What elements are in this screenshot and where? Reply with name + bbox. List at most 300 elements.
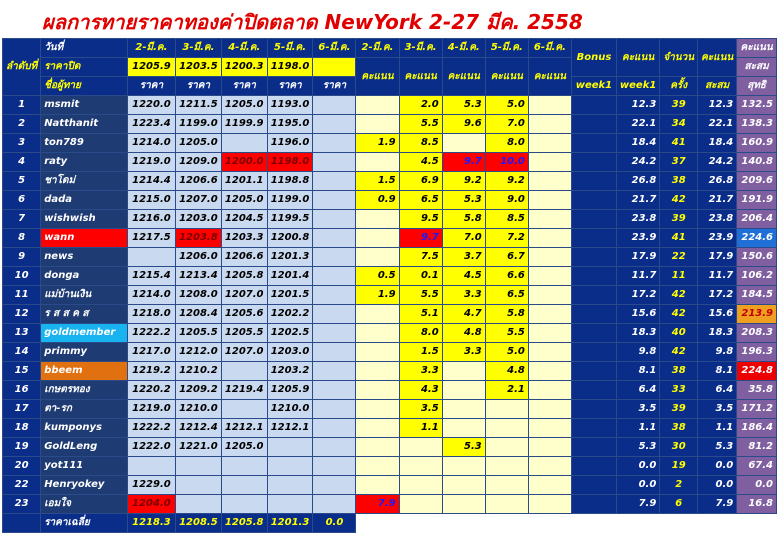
table-row bbox=[3, 495, 777, 514]
count-cell: 38 bbox=[660, 172, 698, 191]
score-cell bbox=[528, 286, 571, 305]
score-cell bbox=[485, 476, 528, 495]
score-cell: 4.8 bbox=[485, 362, 528, 381]
acc-score-cell: 15.6 bbox=[698, 305, 737, 324]
player-name: news bbox=[41, 248, 128, 267]
score-cell: 3.3 bbox=[442, 343, 485, 362]
week1-score-cell: 9.8 bbox=[616, 343, 659, 362]
score-cell: 4.5 bbox=[442, 267, 485, 286]
net-score-cell: 224.6 bbox=[737, 229, 777, 248]
count-cell: 22 bbox=[660, 248, 698, 267]
row-number: 13 bbox=[3, 324, 41, 343]
player-name: Henryokey bbox=[41, 476, 128, 495]
price-header-1: ราคา bbox=[127, 77, 175, 96]
player-name: แม่บ้านเงิน bbox=[41, 286, 128, 305]
row-number: 7 bbox=[3, 210, 41, 229]
score-cell: 3.5 bbox=[399, 400, 442, 419]
score-cell: 7.0 bbox=[485, 115, 528, 134]
price-cell: 1207.0 bbox=[221, 286, 267, 305]
score-cell: 9.5 bbox=[399, 210, 442, 229]
acc-score-cell: 6.4 bbox=[698, 381, 737, 400]
price-cell: 1200.0 bbox=[221, 153, 267, 172]
score-cell bbox=[356, 153, 399, 172]
price-cell: 1212.4 bbox=[175, 419, 221, 438]
score-cell: 10.0 bbox=[485, 153, 528, 172]
price-cell bbox=[313, 381, 356, 400]
count-cell: 39 bbox=[660, 96, 698, 115]
acc-header: คะแนน bbox=[698, 39, 737, 77]
bonus-cell bbox=[571, 419, 616, 438]
price-cell: 1195.0 bbox=[267, 115, 313, 134]
price-cell bbox=[221, 362, 267, 381]
score-cell: 7.0 bbox=[442, 229, 485, 248]
score-cell bbox=[356, 419, 399, 438]
score-cell: 3.3 bbox=[442, 286, 485, 305]
price-cell: 1206.0 bbox=[175, 248, 221, 267]
price-cell: 1202.5 bbox=[267, 324, 313, 343]
price-cell bbox=[313, 267, 356, 286]
score-cell bbox=[528, 381, 571, 400]
score-cell bbox=[528, 115, 571, 134]
closing-price-5 bbox=[313, 58, 356, 77]
price-cell: 1199.5 bbox=[267, 210, 313, 229]
score-cell bbox=[399, 438, 442, 457]
week1-score-cell: 24.2 bbox=[616, 153, 659, 172]
price-cell bbox=[313, 115, 356, 134]
price-cell bbox=[175, 476, 221, 495]
count-cell: 6 bbox=[660, 495, 698, 514]
price-cell: 1212.1 bbox=[221, 419, 267, 438]
price-cell: 1206.6 bbox=[175, 172, 221, 191]
score-cell: 5.3 bbox=[442, 96, 485, 115]
price-cell: 1203.2 bbox=[267, 362, 313, 381]
count-cell: 42 bbox=[660, 191, 698, 210]
score-cell: 1.9 bbox=[356, 286, 399, 305]
price-cell bbox=[313, 495, 356, 514]
price-cell: 1220.0 bbox=[127, 96, 175, 115]
price-cell: 1204.0 bbox=[127, 495, 175, 514]
score-cell bbox=[442, 134, 485, 153]
acc-score-cell: 21.7 bbox=[698, 191, 737, 210]
score-cell bbox=[356, 400, 399, 419]
date-header-4: 5-มี.ค. bbox=[267, 39, 313, 58]
score-cell bbox=[528, 267, 571, 286]
player-name: ton789 bbox=[41, 134, 128, 153]
price-cell: 1219.0 bbox=[127, 400, 175, 419]
bonus-cell bbox=[571, 343, 616, 362]
price-cell: 1210.0 bbox=[175, 400, 221, 419]
row-number: 12 bbox=[3, 305, 41, 324]
table-row bbox=[3, 134, 777, 153]
table-row bbox=[3, 438, 777, 457]
score-cell: 9.0 bbox=[485, 191, 528, 210]
page-title: ผลการทายราคาทองค่าปิดตลาด NewYork 2-27 มีค. 2558 bbox=[42, 10, 583, 34]
price-cell: 1202.2 bbox=[267, 305, 313, 324]
price-cell: 1206.6 bbox=[221, 248, 267, 267]
acc-score-cell: 9.8 bbox=[698, 343, 737, 362]
price-cell: 1201.5 bbox=[267, 286, 313, 305]
count-cell: 42 bbox=[660, 286, 698, 305]
net-score-cell: 186.4 bbox=[737, 419, 777, 438]
price-cell: 1218.0 bbox=[127, 305, 175, 324]
price-cell bbox=[221, 134, 267, 153]
acc-score-cell: 0.0 bbox=[698, 476, 737, 495]
price-cell bbox=[313, 153, 356, 172]
net-sub-header: สะสม bbox=[737, 58, 777, 77]
net-score-cell: 196.3 bbox=[737, 343, 777, 362]
price-cell: 1229.0 bbox=[127, 476, 175, 495]
price-cell: 1214.4 bbox=[127, 172, 175, 191]
score-cell: 8.5 bbox=[399, 134, 442, 153]
score-cell bbox=[356, 438, 399, 457]
score-date-header-5: 6-มี.ค. bbox=[528, 39, 571, 58]
score-cell bbox=[356, 96, 399, 115]
count-cell: 41 bbox=[660, 229, 698, 248]
price-cell bbox=[221, 457, 267, 476]
score-date-header-1: 2-มี.ค. bbox=[356, 39, 399, 58]
score-cell bbox=[356, 248, 399, 267]
average-spacer bbox=[3, 514, 41, 533]
week1-score-cell: 22.1 bbox=[616, 115, 659, 134]
price-cell: 1196.0 bbox=[267, 134, 313, 153]
acc-score-cell: 23.8 bbox=[698, 210, 737, 229]
score-cell bbox=[528, 248, 571, 267]
net-score-cell: 67.4 bbox=[737, 457, 777, 476]
score-cell bbox=[528, 96, 571, 115]
row-number: 2 bbox=[3, 115, 41, 134]
table-row bbox=[3, 381, 777, 400]
table-row bbox=[3, 191, 777, 210]
score-cell: 1.9 bbox=[356, 134, 399, 153]
week1-score-cell: 0.0 bbox=[616, 476, 659, 495]
acc-score-cell: 24.2 bbox=[698, 153, 737, 172]
score-cell bbox=[442, 495, 485, 514]
table-row bbox=[3, 229, 777, 248]
price-cell: 1205.9 bbox=[267, 381, 313, 400]
score-cell: 2.1 bbox=[485, 381, 528, 400]
net-sub2-header: สุทธิ bbox=[737, 77, 777, 96]
score-cell bbox=[442, 457, 485, 476]
bonus-cell bbox=[571, 362, 616, 381]
price-cell bbox=[221, 476, 267, 495]
price-cell bbox=[175, 495, 221, 514]
count-cell: 11 bbox=[660, 267, 698, 286]
score-cell: 6.5 bbox=[485, 286, 528, 305]
count-cell: 42 bbox=[660, 343, 698, 362]
count-cell: 39 bbox=[660, 400, 698, 419]
table-row bbox=[3, 286, 777, 305]
table-row bbox=[3, 476, 777, 495]
score-cell bbox=[528, 305, 571, 324]
average-row bbox=[3, 514, 777, 533]
player-name: เอมใจ bbox=[41, 495, 128, 514]
week1-score-cell: 15.6 bbox=[616, 305, 659, 324]
price-cell: 1212.1 bbox=[267, 419, 313, 438]
score-cell: 5.3 bbox=[442, 191, 485, 210]
price-cell: 1210.2 bbox=[175, 362, 221, 381]
acc-score-cell: 17.2 bbox=[698, 286, 737, 305]
acc-score-cell: 5.3 bbox=[698, 438, 737, 457]
row-number: 6 bbox=[3, 191, 41, 210]
score-cell bbox=[528, 343, 571, 362]
net-score-cell: 171.2 bbox=[737, 400, 777, 419]
score-cell: 3.7 bbox=[442, 248, 485, 267]
score-cell bbox=[528, 400, 571, 419]
net-score-cell: 191.9 bbox=[737, 191, 777, 210]
price-cell: 1217.5 bbox=[127, 229, 175, 248]
score-cell: 0.5 bbox=[356, 267, 399, 286]
score-cell: 6.9 bbox=[399, 172, 442, 191]
score-cell: 4.5 bbox=[399, 153, 442, 172]
score-cell: 5.1 bbox=[399, 305, 442, 324]
acc-score-cell: 26.8 bbox=[698, 172, 737, 191]
price-cell bbox=[313, 229, 356, 248]
score-cell: 9.2 bbox=[442, 172, 485, 191]
price-cell: 1219.0 bbox=[127, 153, 175, 172]
bonus-cell bbox=[571, 248, 616, 267]
price-cell: 1222.0 bbox=[127, 438, 175, 457]
score-cell bbox=[528, 134, 571, 153]
average-value: 1218.3 bbox=[127, 514, 175, 533]
price-cell: 1199.0 bbox=[267, 191, 313, 210]
price-cell: 1205.6 bbox=[221, 305, 267, 324]
bonus-cell bbox=[571, 286, 616, 305]
acc-sub-header: สะสม bbox=[698, 77, 737, 96]
price-cell: 1205.0 bbox=[221, 191, 267, 210]
table-row bbox=[3, 115, 777, 134]
score-cell: 9.2 bbox=[485, 172, 528, 191]
net-score-cell: 81.2 bbox=[737, 438, 777, 457]
score-cell bbox=[356, 324, 399, 343]
week1-score-cell: 18.4 bbox=[616, 134, 659, 153]
count-cell: 40 bbox=[660, 324, 698, 343]
price-cell: 1203.8 bbox=[175, 229, 221, 248]
score-cell bbox=[356, 457, 399, 476]
count-cell: 41 bbox=[660, 134, 698, 153]
week1-score-cell: 0.0 bbox=[616, 457, 659, 476]
count-cell: 42 bbox=[660, 305, 698, 324]
week1-score-cell: 23.8 bbox=[616, 210, 659, 229]
count-cell: 30 bbox=[660, 438, 698, 457]
table-row bbox=[3, 153, 777, 172]
price-cell: 1209.0 bbox=[175, 153, 221, 172]
net-score-cell: 160.9 bbox=[737, 134, 777, 153]
price-cell bbox=[175, 457, 221, 476]
price-cell: 1212.0 bbox=[175, 343, 221, 362]
price-cell: 1220.2 bbox=[127, 381, 175, 400]
bonus-cell bbox=[571, 495, 616, 514]
row-number: 14 bbox=[3, 343, 41, 362]
net-header: คะแนน bbox=[737, 39, 777, 58]
score-cell: 5.0 bbox=[485, 96, 528, 115]
net-score-cell: 209.6 bbox=[737, 172, 777, 191]
price-cell bbox=[127, 248, 175, 267]
score-cell: 5.8 bbox=[485, 305, 528, 324]
week1-score-cell: 26.8 bbox=[616, 172, 659, 191]
acc-score-cell: 0.0 bbox=[698, 457, 737, 476]
player-name: GoldLeng bbox=[41, 438, 128, 457]
player-name: dada bbox=[41, 191, 128, 210]
bonus-cell bbox=[571, 96, 616, 115]
score-cell: 1.5 bbox=[399, 343, 442, 362]
bonus-cell bbox=[571, 191, 616, 210]
date-header-1: 2-มี.ค. bbox=[127, 39, 175, 58]
score-cell bbox=[356, 381, 399, 400]
bonus-cell bbox=[571, 324, 616, 343]
price-cell: 1205.0 bbox=[221, 96, 267, 115]
count-header: จำนวน bbox=[660, 39, 698, 77]
score-week1-header: คะแนน bbox=[616, 39, 659, 77]
bonus-cell bbox=[571, 476, 616, 495]
count-cell: 37 bbox=[660, 153, 698, 172]
bonus-cell bbox=[571, 438, 616, 457]
week1-score-cell: 3.5 bbox=[616, 400, 659, 419]
player-name: ร ส ส ค ส bbox=[41, 305, 128, 324]
price-cell bbox=[313, 362, 356, 381]
price-cell: 1208.4 bbox=[175, 305, 221, 324]
score-cell: 7.2 bbox=[485, 229, 528, 248]
average-value: 1208.5 bbox=[175, 514, 221, 533]
player-name: raty bbox=[41, 153, 128, 172]
week1-score-cell: 7.9 bbox=[616, 495, 659, 514]
score-cell: 8.0 bbox=[485, 134, 528, 153]
player-name: yot111 bbox=[41, 457, 128, 476]
player-name: wishwish bbox=[41, 210, 128, 229]
price-cell bbox=[313, 248, 356, 267]
net-score-cell: 138.3 bbox=[737, 115, 777, 134]
price-cell bbox=[313, 96, 356, 115]
row-number: 8 bbox=[3, 229, 41, 248]
score-label-4: คะแนน bbox=[485, 58, 528, 96]
price-cell bbox=[313, 172, 356, 191]
score-cell bbox=[356, 362, 399, 381]
score-cell: 5.5 bbox=[485, 324, 528, 343]
table-row bbox=[3, 305, 777, 324]
net-score-cell: 224.8 bbox=[737, 362, 777, 381]
price-cell bbox=[313, 400, 356, 419]
net-score-cell: 184.5 bbox=[737, 286, 777, 305]
bonus-cell bbox=[571, 210, 616, 229]
net-score-cell: 132.5 bbox=[737, 96, 777, 115]
average-value: 0.0 bbox=[313, 514, 356, 533]
player-name: ชาโดม่ bbox=[41, 172, 128, 191]
net-score-cell: 0.0 bbox=[737, 476, 777, 495]
table-row bbox=[3, 96, 777, 115]
net-score-cell: 213.9 bbox=[737, 305, 777, 324]
score-cell: 1.1 bbox=[399, 419, 442, 438]
score-cell: 6.6 bbox=[485, 267, 528, 286]
price-header-5: ราคา bbox=[313, 77, 356, 96]
row-number: 5 bbox=[3, 172, 41, 191]
week1-score-cell: 1.1 bbox=[616, 419, 659, 438]
closing-price-2: 1203.5 bbox=[175, 58, 221, 77]
row-number: 18 bbox=[3, 419, 41, 438]
week1-score-cell: 5.3 bbox=[616, 438, 659, 457]
average-value: 1201.3 bbox=[267, 514, 313, 533]
net-score-cell: 150.6 bbox=[737, 248, 777, 267]
score-cell: 8.0 bbox=[399, 324, 442, 343]
price-cell bbox=[127, 457, 175, 476]
price-cell: 1216.0 bbox=[127, 210, 175, 229]
table-row bbox=[3, 210, 777, 229]
score-label-3: คะแนน bbox=[442, 58, 485, 96]
closing-price-4: 1198.0 bbox=[267, 58, 313, 77]
score-cell bbox=[485, 495, 528, 514]
average-filler bbox=[356, 514, 777, 533]
score-cell: 9.6 bbox=[442, 115, 485, 134]
score-cell bbox=[528, 438, 571, 457]
acc-score-cell: 3.5 bbox=[698, 400, 737, 419]
table-row bbox=[3, 248, 777, 267]
price-cell: 1207.0 bbox=[221, 343, 267, 362]
count-cell: 19 bbox=[660, 457, 698, 476]
row-number: 10 bbox=[3, 267, 41, 286]
score-cell: 8.5 bbox=[485, 210, 528, 229]
score-cell bbox=[485, 438, 528, 457]
net-score-cell: 16.8 bbox=[737, 495, 777, 514]
price-cell: 1219.4 bbox=[221, 381, 267, 400]
price-cell: 1209.2 bbox=[175, 381, 221, 400]
price-cell: 1207.0 bbox=[175, 191, 221, 210]
price-cell: 1219.2 bbox=[127, 362, 175, 381]
row-number: 4 bbox=[3, 153, 41, 172]
score-cell bbox=[356, 115, 399, 134]
player-name: เกษตรทอง bbox=[41, 381, 128, 400]
week1-score-cell: 17.9 bbox=[616, 248, 659, 267]
price-cell: 1215.4 bbox=[127, 267, 175, 286]
score-date-header-4: 5-มี.ค. bbox=[485, 39, 528, 58]
acc-score-cell: 11.7 bbox=[698, 267, 737, 286]
bonus-cell bbox=[571, 153, 616, 172]
bonus-cell bbox=[571, 457, 616, 476]
price-cell bbox=[313, 419, 356, 438]
price-cell bbox=[313, 476, 356, 495]
score-cell bbox=[528, 324, 571, 343]
week1-score-cell: 8.1 bbox=[616, 362, 659, 381]
price-cell bbox=[267, 457, 313, 476]
price-cell: 1199.0 bbox=[175, 115, 221, 134]
table-row bbox=[3, 457, 777, 476]
row-number: 11 bbox=[3, 286, 41, 305]
price-cell: 1223.4 bbox=[127, 115, 175, 134]
price-cell: 1210.0 bbox=[267, 400, 313, 419]
day-header: วันที่ bbox=[41, 39, 128, 58]
price-cell bbox=[313, 438, 356, 457]
score-cell bbox=[442, 419, 485, 438]
price-cell: 1198.8 bbox=[267, 172, 313, 191]
closing-price-1: 1205.9 bbox=[127, 58, 175, 77]
price-cell bbox=[313, 324, 356, 343]
count-cell: 33 bbox=[660, 381, 698, 400]
score-cell: 7.5 bbox=[399, 248, 442, 267]
score-cell: 2.0 bbox=[399, 96, 442, 115]
closing-price-3: 1200.3 bbox=[221, 58, 267, 77]
bonus-cell bbox=[571, 381, 616, 400]
price-cell: 1205.0 bbox=[221, 438, 267, 457]
score-cell bbox=[399, 495, 442, 514]
bonus-week1-header: week1 bbox=[571, 77, 616, 96]
bonus-cell bbox=[571, 267, 616, 286]
price-cell: 1203.0 bbox=[175, 210, 221, 229]
week1-score-cell: 23.9 bbox=[616, 229, 659, 248]
score-cell: 1.5 bbox=[356, 172, 399, 191]
price-header-2: ราคา bbox=[175, 77, 221, 96]
price-cell: 1198.0 bbox=[267, 153, 313, 172]
table-row bbox=[3, 343, 777, 362]
score-cell bbox=[528, 457, 571, 476]
price-cell bbox=[221, 495, 267, 514]
net-score-cell: 140.8 bbox=[737, 153, 777, 172]
